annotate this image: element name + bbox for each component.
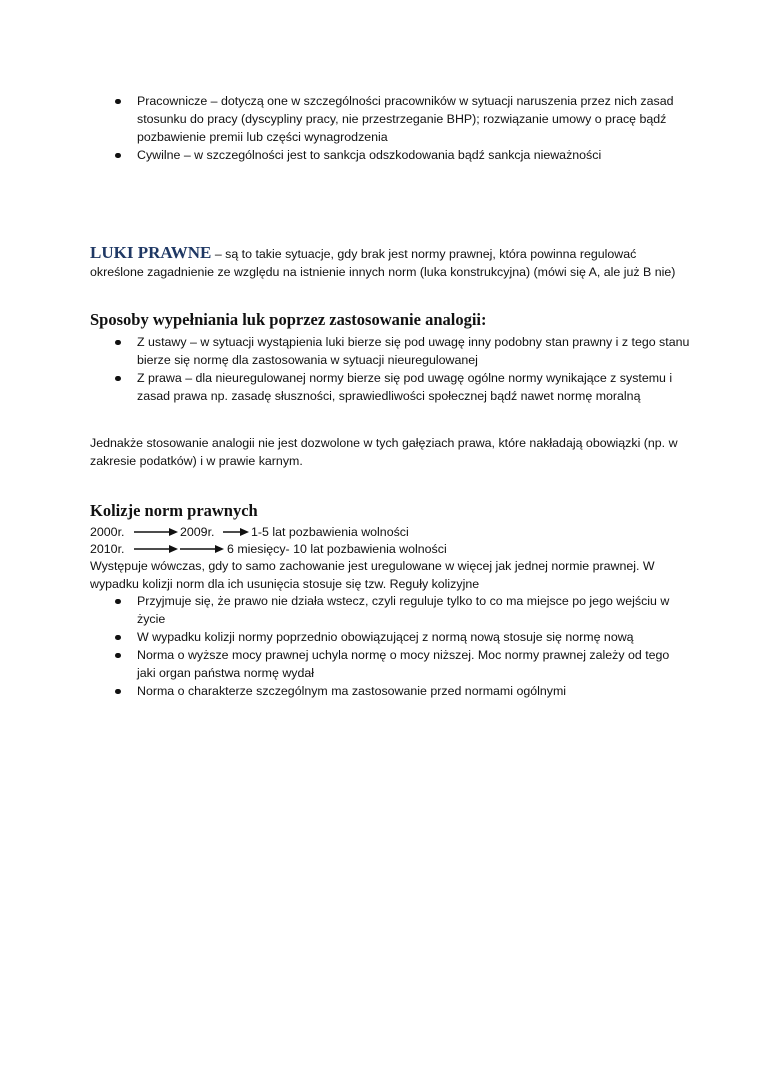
arrow-right-icon — [134, 544, 178, 554]
sanction-range-old: 1-5 lat pozbawienia wolności — [251, 525, 409, 539]
kolizje-text: Występuje wówczas, gdy to samo zachowanie jest uregulowane w więcej jak jednej normie prawnej. W wypadku kolizji norm dla ich usunięcia stosuje się tzw. Reguły kolizyjne — [90, 559, 655, 591]
year-2000: 2000r. — [90, 525, 125, 539]
list-item: Cywilne – w szczególności jest to sankcja odszkodowania bądź sankcja nieważności — [90, 146, 690, 164]
list-item: Norma o wyższe mocy prawnej uchyla normę o mocy niższej. Moc normy prawnej zależy od tego jaki organ państwa normę wydał — [90, 646, 690, 682]
timeline-row — [90, 523, 690, 540]
arrow-right-icon — [223, 527, 249, 537]
luki-text: – są to takie sytuacje, gdy brak jest normy prawnej, która powinna regulować określone zagadnienie ze względu na istnienie innych norm (luka konstrukcyjna) (mówi się A, ale już B nie) — [90, 247, 676, 279]
kolizje-list — [90, 592, 690, 700]
kolizje-heading: Kolizje norm prawnych — [90, 501, 258, 520]
sanctions-list — [90, 92, 690, 164]
list-item: Przyjmuje się, że prawo nie działa wstecz, czyli reguluje tylko to co ma miejsce po jego wejściu w życie — [90, 592, 690, 628]
list-item: Norma o charakterze szczególnym ma zastosowanie przed normami ogólnymi — [90, 682, 690, 700]
list-item: Z prawa – dla nieuregulowanej normy bierze się pod uwagę ogólne normy wynikające z systemu i zasad prawa np. zasadę słuszności, sprawiedliwości społecznej bądź nawet normę moralną — [90, 369, 690, 405]
analogia-list — [90, 333, 690, 405]
year-2010: 2010r. — [90, 542, 125, 556]
list-item: Z ustawy – w sytuacji wystąpienia luki bierze się pod uwagę inny podobny stan prawny i z tego stanu bierze się normę dla zastosowania w sytuacji nieuregulowanej — [90, 333, 690, 369]
arrow-right-icon — [134, 527, 178, 537]
luki-title: LUKI PRAWNE — [90, 243, 212, 262]
analogia-heading: Sposoby wypełniania luk poprzez zastosowanie analogii: — [90, 310, 487, 329]
list-item: Pracownicze – dotyczą one w szczególności pracowników w sytuacji naruszenia przez nich zasad stosunku do pracy (dyscypliny pracy, nie przestrzeganie BHP); rozwiązanie umowy o pracę bądź pozbawienie premii lub części wynagrodzenia — [90, 92, 690, 146]
kolizje-timeline — [90, 523, 690, 557]
analogia-note: Jednakże stosowanie analogii nie jest dozwolone w tych gałęziach prawa, które nakładają obowiązki (np. w zakresie podatków) i w prawie karnym. — [90, 436, 678, 468]
list-item: W wypadku kolizji normy poprzednio obowiązującej z normą nową stosuje się normę nową — [90, 628, 690, 646]
timeline-row — [90, 540, 690, 557]
year-2009: 2009r. — [180, 525, 215, 539]
luki-paragraph — [90, 244, 690, 281]
sanction-range-new: 6 miesięcy- 10 lat pozbawienia wolności — [227, 542, 447, 556]
arrow-right-icon — [180, 544, 224, 554]
